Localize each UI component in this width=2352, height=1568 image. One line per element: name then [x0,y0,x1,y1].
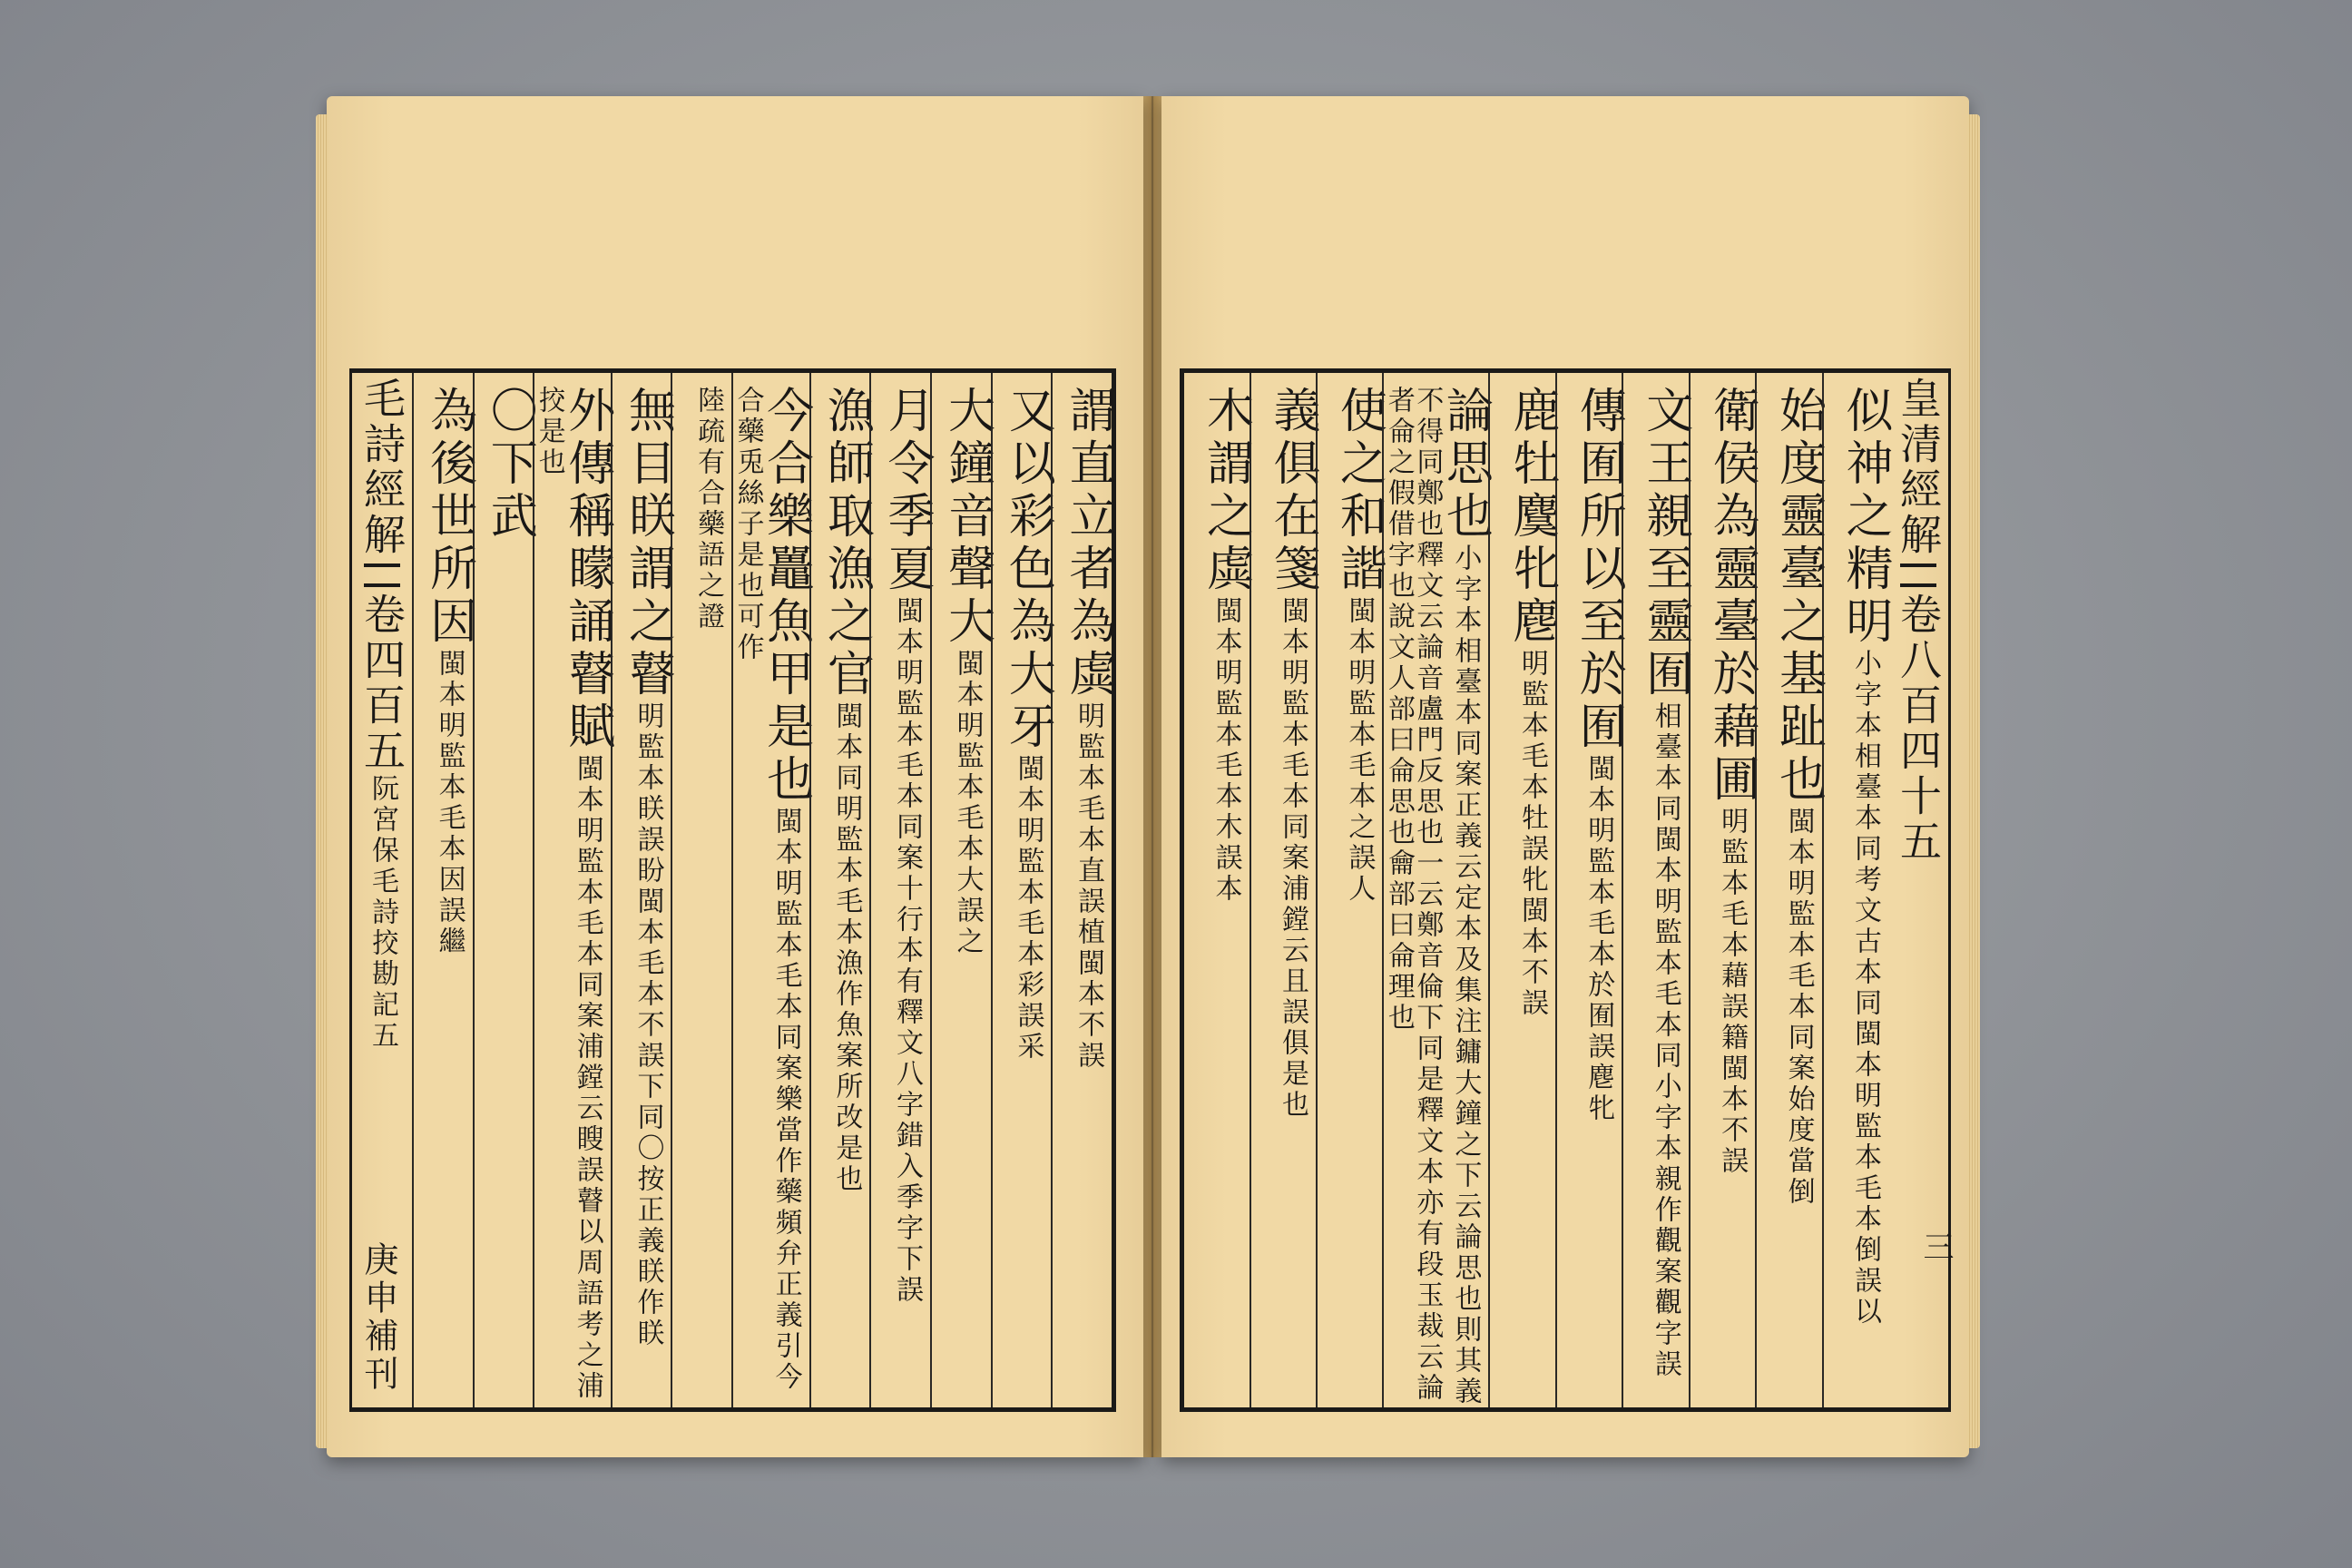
band-edition: 阮宮保毛詩挍勘記 [366,774,398,1021]
left-column-3: 大鐘音聲大閩本明監本毛本大誤之 [930,373,991,1407]
left-column-4: 月令季夏閩本明監本毛本同案十行本有釋文八字錯入季字下誤 [869,373,930,1407]
band-leaf-mark: 五 [366,1021,398,1052]
band-title: 皇清經解 [1894,377,1943,558]
fish-tail-mark [364,564,400,587]
left-column-2: 又以彩色為大牙閩本明監本毛本彩誤采 [991,373,1052,1407]
reprint-footer: 庚申補刊 [358,1241,398,1394]
left-text-frame [349,368,1116,1412]
right-column-6: 鹿牡麌牝麀明監本毛本牡誤牝閩本不誤 [1488,373,1554,1407]
left-column-1: 謂直立者為虡明監本毛本直誤植閩本不誤 [1051,373,1112,1407]
left-column-7: 陸疏有合藥語之證 [671,373,731,1407]
left-column-8: 無目眹謂之瞽明監本眹誤盼閩本毛本不誤下同〇按正義眹作眹 [611,373,671,1407]
right-column-4: 文王親至靈囿相臺本同閩本明監本毛本同小字本親作觀案觀字誤 [1622,373,1688,1407]
right-page-edges [1967,114,1980,1448]
right-column-9: 義俱在箋閩本明監本毛本同案浦鏜云且誤俱是也 [1250,373,1316,1407]
right-column-8: 使之和諧閩本明監本毛本之誤人 [1316,373,1382,1407]
left-page [327,96,1143,1457]
right-column-2: 始度靈臺之基趾也閩本明監本毛本同案始度當倒 [1755,373,1821,1407]
right-column-5: 傳囿所以至於囿閩本明監本毛本於囿誤麀牝 [1555,373,1622,1407]
right-column-3: 衛侯為靈臺於藉圃明監本毛本藉誤籍閩本不誤 [1689,373,1755,1407]
right-column-7: 論思也小字本相臺本同案正義云定本及集注鏞大鐘之下云論思也則其義不得同鄭也釋文云論音盧門反思也一云鄭音倫下同是釋文本亦有段玉裁云論者侖之假借字也說文人部曰侖思也龠部曰侖理也 [1382,373,1488,1407]
left-page-edges [316,114,328,1448]
left-column-5: 漁師取漁之官閩本同明監本毛本漁作魚案所改是也 [809,373,870,1407]
right-page [1161,96,1969,1457]
leaf-number: 三 [1917,1230,1954,1261]
open-book [327,87,1969,1475]
left-column-6: 今合樂鼉魚甲是也閩本明監本毛本同案樂當作藥頻弁正義引今合藥兎絲子是也可作 [731,373,809,1407]
band-volume: 卷四百五 [357,593,407,774]
right-text-frame [1180,368,1951,1412]
left-column-10: 〇下武 [473,373,534,1407]
fish-tail-mark [1900,564,1936,587]
band-volume: 卷八百四十五 [1894,593,1943,865]
band-title: 毛詩經解 [357,377,407,558]
left-column-9: 外傳稱矇誦瞽賦閩本明監本毛本同案浦鏜云瞍誤瞽以周語考之浦挍是也 [533,373,611,1407]
right-column-10: 木謂之虡閩本明監本毛本木誤本 [1198,386,1253,905]
right-column-1: 似神之精明小字本相臺本同考文古本同閩本明監本毛本倒誤以 [1822,373,1888,1407]
left-column-11: 為後世所因閩本明監本毛本因誤繼 [412,373,473,1407]
